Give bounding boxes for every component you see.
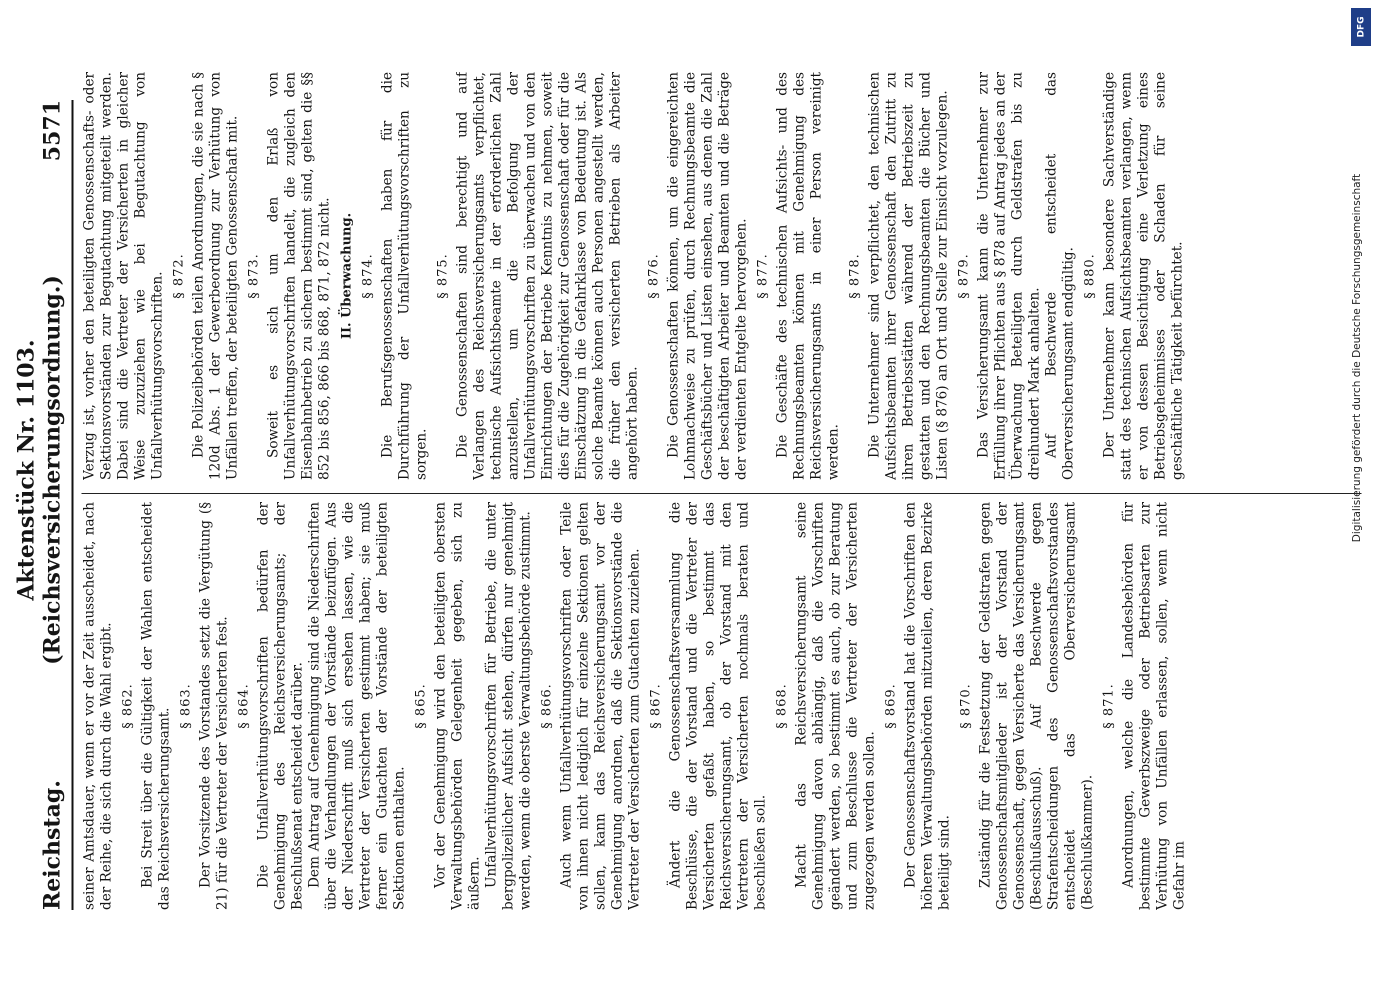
section-heading: § 863.	[178, 683, 194, 729]
section-heading: § 865.	[413, 683, 429, 729]
paragraph: Die Polizeibehörden teilen Anordnungen, die sie nach § 120d Abs. 1 der Gewerbeordnung zur Verhütung von Unfällen treffen, der beteiligten Genossenschaft mit.	[190, 72, 241, 480]
paragraph: Das Versicherungsamt kann die Unternehmer zur Erfüllung ihrer Pflichten aus § 878 auf Antrag jedes an der Überwachung Beteiligten durch Geldstrafen bis zu dreihundert Mark anhalten.	[975, 72, 1043, 480]
paragraph: Die Unfallverhütungsvorschriften bedürfen der Genehmigung des Reichsversicherungsamts; der Beschlußsenat entscheidet darüber.	[255, 502, 306, 910]
paragraph: Auf Beschwerde entscheidet das Oberversicherungsamt endgültig.	[1043, 72, 1077, 480]
subsection-heading: II. Überwachung.	[339, 212, 355, 340]
text-column-right	[82, 72, 1372, 480]
text-column-left	[82, 502, 1372, 910]
paragraph: Soweit es sich um den Erlaß von Unfallverhütungsvorschriften handelt, die zugleich den Eisenbahnbetrieb zu sichern bestimmt sind, gelten die §§ 852 bis 856, 866 bis 868, 871, 872 nicht.	[265, 72, 333, 480]
dfg-logo	[1351, 8, 1371, 46]
paragraph: Der Genossenschaftsvorstand hat die Vorschriften den höheren Verwaltungsbehörden mitzuteilen, deren Bezirke beteiligt sind.	[902, 502, 953, 910]
section-heading: § 869.	[883, 683, 899, 729]
paragraph: Ändert die Genossenschaftsversammlung die Beschlüsse, die der Vorstand und die Vertreter der Versicherten gefaßt haben, so bestimmt das Reichsversicherungsamt, ob der Vorstand mit den Vertretern der Versicherten nochmals beraten und beschließen soll.	[667, 502, 769, 910]
section-heading: § 870.	[958, 683, 974, 729]
paragraph: Zuständig für die Festsetzung der Geldstrafen gegen Genossenschaftsmitglieder ist der Vorstand der Genossenschaft, gegen Versicherte das Versicherungsamt (Beschlußausschuß). Auf Beschwerde gegen Strafentscheidungen des Genossenschaftsvorstandes entscheidet das Oberversicherungsamt (Beschlußkammer).	[977, 502, 1096, 910]
section-heading: § 878.	[847, 253, 863, 299]
paragraph: Die Genossenschaften können, um die eingereichten Lohnnachweise zu prüfen, durch Rechnungsbeamte die Geschäftsbücher und Listen einsehen, aus denen die Zahl der beschäftigten Arbeiter und Beamten und die Beträge der verdienten Entgelte hervorgehen.	[665, 72, 750, 480]
paragraph: Bei Streit über die Gültigkeit der Wahlen entscheidet das Reichsversicherungsamt.	[139, 502, 173, 910]
section-heading: § 879.	[956, 253, 972, 299]
paragraph: Vor der Genehmigung wird den beteiligten obersten Verwaltungsbehörden Gelegenheit gegeben, sich zu äußern.	[432, 502, 483, 910]
section-heading: § 877.	[755, 253, 771, 299]
digitization-note: Digitalisierung gefördert durch die Deutsche Forschungsgemeinschaft	[1351, 173, 1363, 543]
paragraph: Der Unternehmer kann besondere Sachverständige statt des technischen Aufsichtsbeamten verlangen, wenn er von dessen Besichtigung eine Verletzung eines Betriebsgeheimnisses oder Schaden für seine geschäftliche Tätigkeit befürchtet.	[1101, 72, 1186, 480]
paragraph: Die Genossenschaften sind berechtigt und auf Verlangen des Reichsversicherungsamts verpflichtet, technische Aufsichtsbeamte in der erforderlichen Zahl anzustellen, um die Befolgung der Unfallverhütungsvorschriften zu überwachen und von den Einrichtungen der Betriebe Kenntnis zu nehmen, soweit dies für die Zugehörigkeit zur Genossenschaft oder für die Einschätzung in die Gefahrklasse von Bedeutung ist. Als solche Beamte können auch Personen angestellt werden, die früher den versicherten Betrieben als Arbeiter angehört haben.	[454, 72, 641, 480]
digitization-stamp	[1351, 8, 1373, 998]
section-heading: § 872.	[171, 253, 187, 299]
paragraph: Die Berufsgenossenschaften haben für die Durchführung der Unfallverhütungsvorschriften zu sorgen.	[379, 72, 430, 480]
page-header	[13, 100, 74, 910]
paragraph: Auch wenn Unfallverhütungsvorschriften oder Teile von ihnen nicht lediglich für einzelne Sektionen gelten sollen, kann das Reichsversicherungsamt vor der Genehmigung anordnen, daß die Sektionsvorstände die Vertreter der Versicherten zum Gutachten zuziehen.	[558, 502, 643, 910]
paragraph: Macht das Reichsversicherungsamt seine Genehmigung davon abhängig, daß die Vorschriften geändert werden, so bestimmt es auch, ob zur Beratung und zum Beschlusse die Vertreter der Versicherten zugezogen werden sollen.	[793, 502, 878, 910]
paragraph: seiner Amtsdauer, wenn er vor der Zeit ausscheidet, nach der Reihe, die sich durch die Wahl ergibt.	[81, 502, 115, 910]
section-heading: § 880.	[1082, 253, 1098, 299]
header-center-title: Aktenstück Nr. 1103. (Reichsversicherungsordnung.)	[13, 275, 66, 665]
section-heading: § 867.	[648, 683, 664, 729]
document-page	[0, 20, 1383, 980]
section-heading: § 873.	[246, 253, 262, 299]
paragraph: Anordnungen, welche die Landesbehörden für bestimmte Gewerbszweige oder Betriebsarten zur Verhütung von Unfällen erlassen, sollen, wenn nicht Gefahr im	[1120, 502, 1188, 910]
column-divider	[82, 493, 1362, 494]
section-heading: § 874.	[360, 253, 376, 299]
section-heading: § 862.	[120, 683, 136, 729]
paragraph: Die Geschäfte des technischen Aufsichts- und des Rechnungsbeamten können mit Genehmigung des Reichsversicherungsamts in einer Person vereinigt werden.	[774, 72, 842, 480]
section-heading: § 875.	[435, 253, 451, 299]
header-left-title: Reichstag.	[39, 780, 66, 910]
section-heading: § 868.	[774, 683, 790, 729]
paragraph: Die Unternehmer sind verpflichtet, den technischen Aufsichtsbeamten ihrer Genossenschaft den Zutritt zu ihren Betriebsstätten während der Betriebszeit zu gestatten und den Rechnungsbeamten die Bücher und Listen (§ 876) an Ort und Stelle zur Einsicht vorzulegen.	[866, 72, 951, 480]
paragraph: Der Vorsitzende des Vorstandes setzt die Vergütung (§ 21) für die Vertreter der Versicherten fest.	[197, 502, 231, 910]
section-heading: § 864.	[236, 683, 252, 729]
dfg-logo-text: DFG	[1356, 16, 1367, 38]
paragraph: Dem Antrag auf Genehmigung sind die Niederschriften über die Verhandlungen der Vorstände beizufügen. Aus der Niederschrift muß sich ersehen lassen, wie die Vertreter der Versicherten gestimmt haben; sie muß ferner ein Gutachten der Vorstände der beteiligten Sektionen enthalten.	[306, 502, 408, 910]
section-heading: § 866.	[539, 683, 555, 729]
paragraph: Verzug ist, vorher den beteiligten Genossenschafts- oder Sektionsvorständen zur Begutachtung mitgeteilt werden. Dabei sind die Vertreter der Versicherten in gleicher Weise zuzuziehen wie bei Begutachtung von Unfallverhütungsvorschriften.	[81, 72, 166, 480]
page-number: 5571	[39, 100, 66, 162]
section-heading: § 876.	[646, 253, 662, 299]
section-heading: § 871.	[1101, 683, 1117, 729]
paragraph: Unfallverhütungsvorschriften für Betriebe, die unter bergpolizeilicher Aufsicht stehen, dürfen nur genehmigt werden, wenn die oberste Verwaltungsbehörde zustimmt.	[483, 502, 534, 910]
